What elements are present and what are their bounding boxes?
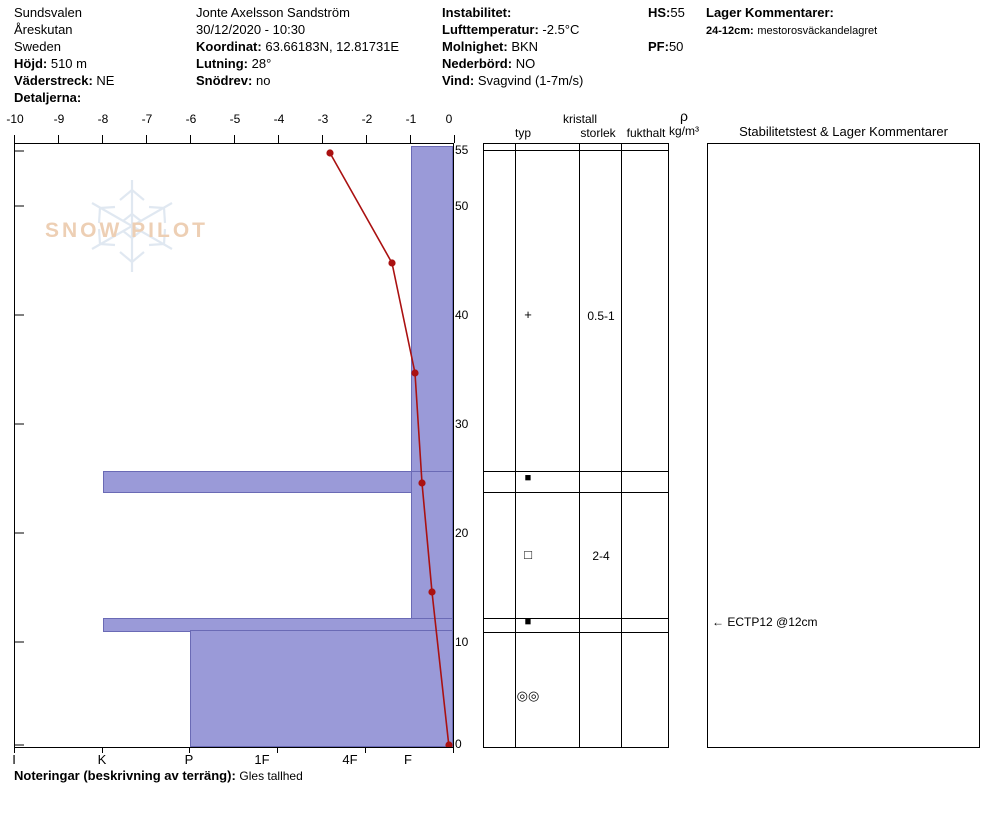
pf-value: 50 bbox=[668, 39, 684, 54]
precip-value: NO bbox=[515, 56, 536, 71]
terrain-notes bbox=[14, 768, 303, 783]
depth-tick-20: 20 bbox=[455, 526, 469, 540]
slope-label: Lutning: bbox=[196, 56, 248, 71]
instability-label: Instabilitet: bbox=[442, 5, 512, 20]
crystal-title: kristall bbox=[562, 112, 597, 126]
terrain-notes-value: Gles tallhed bbox=[239, 769, 303, 783]
site-name: Sundsvalen bbox=[14, 5, 82, 20]
pf-row bbox=[648, 38, 708, 55]
snowdrift-label: Snödrev: bbox=[196, 73, 253, 88]
observer-name: Jonte Axelsson Sandström bbox=[196, 5, 350, 20]
layer-boundary-11 bbox=[484, 632, 668, 633]
sky-value: BKN bbox=[511, 39, 539, 54]
header-weather-column bbox=[442, 4, 642, 89]
arrow-left-icon: ← bbox=[712, 615, 724, 629]
temp-tick--1: -1 bbox=[405, 112, 417, 126]
terrain-notes-label: Noteringar (beskrivning av terräng): bbox=[14, 768, 236, 783]
col-divider-left bbox=[515, 144, 516, 747]
temp-tick--3: -3 bbox=[317, 112, 329, 126]
hardness-tick-P: P bbox=[184, 752, 194, 767]
col-divider-type-size bbox=[579, 144, 580, 747]
wind-row bbox=[442, 72, 642, 89]
coordinates-row bbox=[196, 38, 436, 55]
layer-comments-title: Lager Kommentarer: bbox=[706, 5, 834, 20]
header-location-column bbox=[14, 4, 194, 106]
region-name: Åreskutan bbox=[14, 22, 73, 37]
stability-test-entry bbox=[712, 615, 818, 629]
density-symbol: ρ bbox=[680, 108, 688, 124]
hardness-axis bbox=[14, 748, 454, 770]
grain-symbol-layer-4: ■ bbox=[524, 616, 532, 628]
hardness-tick-I: I bbox=[12, 752, 16, 767]
col-divider-size-wetness bbox=[621, 144, 622, 747]
depth-tick-30: 30 bbox=[455, 417, 469, 431]
header-comments-column bbox=[706, 4, 986, 40]
grain-symbol-layer-1: + bbox=[524, 307, 532, 322]
aspect-row bbox=[14, 72, 194, 89]
slope-row bbox=[196, 55, 436, 72]
grain-size-layer-3: 2-4 bbox=[592, 549, 610, 563]
coordinates-label: Koordinat: bbox=[196, 39, 262, 54]
slope-value: 28° bbox=[251, 56, 272, 71]
wetness-header: fukthalt bbox=[626, 126, 666, 140]
temp-tick--7: -7 bbox=[141, 112, 153, 126]
depth-tick-50: 50 bbox=[455, 199, 469, 213]
wind-label: Vind: bbox=[442, 73, 475, 88]
aspect-label: Väderstreck: bbox=[14, 73, 93, 88]
precip-row bbox=[442, 55, 642, 72]
temp-tick-0: 0 bbox=[445, 112, 453, 126]
wind-value: Svagvind (1-7m/s) bbox=[477, 73, 584, 88]
airtemp-row bbox=[442, 21, 642, 38]
sky-label: Molnighet: bbox=[442, 39, 508, 54]
depth-tick-marks bbox=[15, 144, 454, 748]
depth-tick-55: 55 bbox=[455, 143, 469, 157]
grain-size-layer-1: 0.5-1 bbox=[587, 309, 615, 323]
layer-boundary-24 bbox=[484, 492, 668, 493]
temp-tick--5: -5 bbox=[229, 112, 241, 126]
precip-label: Nederbörd: bbox=[442, 56, 513, 71]
snow-profile-graph bbox=[14, 143, 454, 748]
depth-tick-40: 40 bbox=[455, 308, 469, 322]
hardness-tick-F: F bbox=[404, 752, 412, 767]
layer-comment-text: mestorosväckandelagret bbox=[757, 25, 878, 37]
stability-header: Stabilitetstest & Lager Kommentarer bbox=[739, 124, 948, 139]
details-label: Detaljerna: bbox=[14, 90, 82, 105]
hs-value: 55 bbox=[670, 5, 685, 20]
grain-symbol-layer-3: □ bbox=[524, 547, 532, 562]
type-header: typ bbox=[514, 126, 531, 140]
depth-tick-0: 0 bbox=[455, 737, 462, 751]
hardness-tick-4F: 4F bbox=[342, 752, 358, 767]
header-observer-column bbox=[196, 4, 436, 89]
temp-tick--9: -9 bbox=[53, 112, 65, 126]
temp-tick--6: -6 bbox=[185, 112, 197, 126]
header-summary-column bbox=[648, 4, 708, 55]
hs-row bbox=[648, 4, 708, 21]
crystal-columns bbox=[483, 143, 669, 748]
temp-tick--4: -4 bbox=[273, 112, 285, 126]
coordinates-value: 63.66183N, 12.81731E bbox=[265, 39, 400, 54]
grain-symbol-layer-2: ■ bbox=[524, 472, 532, 484]
depth-tick-10: 10 bbox=[455, 635, 469, 649]
pf-label: PF: bbox=[648, 39, 669, 54]
layer-comment-depth: 24-12cm: bbox=[706, 25, 754, 37]
temperature-tick-marks bbox=[14, 131, 456, 143]
elevation-row bbox=[14, 55, 194, 72]
depth-axis bbox=[455, 143, 477, 751]
elevation-value: 510 m bbox=[50, 56, 87, 71]
country-name: Sweden bbox=[14, 39, 61, 54]
aspect-value: NE bbox=[96, 73, 115, 88]
observation-datetime: 30/12/2020 - 10:30 bbox=[196, 22, 306, 37]
temp-tick--8: -8 bbox=[97, 112, 109, 126]
snowdrift-row bbox=[196, 72, 436, 89]
layer-comment-entry bbox=[706, 21, 986, 40]
hs-label: HS: bbox=[648, 5, 671, 20]
header bbox=[0, 0, 994, 108]
temp-tick--10: -10 bbox=[6, 112, 24, 126]
density-unit: kg/m³ bbox=[669, 124, 699, 138]
airtemp-label: Lufttemperatur: bbox=[442, 22, 539, 37]
stability-test-label: ECTP12 @12cm bbox=[727, 615, 818, 629]
instability-row bbox=[442, 4, 642, 21]
elevation-label: Höjd: bbox=[14, 56, 48, 71]
layer-boundary-55 bbox=[484, 150, 668, 151]
details-row bbox=[14, 89, 194, 106]
hardness-tick-1F: 1F bbox=[254, 752, 270, 767]
temp-tick--2: -2 bbox=[361, 112, 373, 126]
grain-symbol-layer-5: ◎◎ bbox=[516, 688, 540, 703]
airtemp-value: -2.5°C bbox=[542, 22, 580, 37]
size-header: storlek bbox=[580, 126, 616, 140]
snowdrift-value: no bbox=[255, 73, 271, 88]
sky-row bbox=[442, 38, 642, 55]
watermark-text: SNOW PILOT bbox=[45, 219, 208, 242]
stability-column bbox=[707, 143, 980, 748]
hardness-tick-K: K bbox=[97, 752, 107, 767]
